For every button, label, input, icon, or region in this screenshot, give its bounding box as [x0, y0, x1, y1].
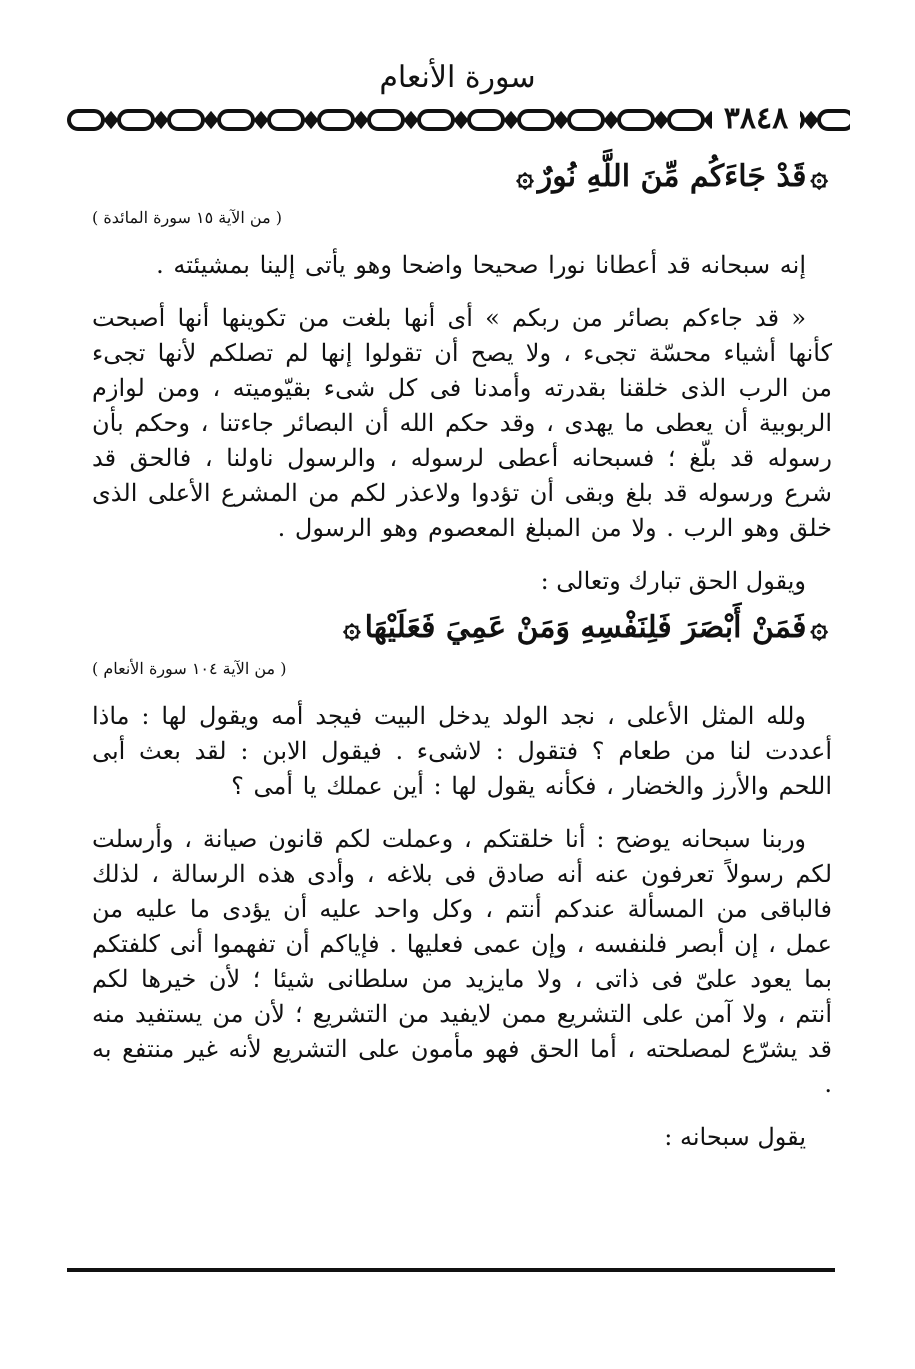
ornate-bracket-close: ۞	[343, 610, 361, 645]
chain-link	[219, 111, 253, 129]
paragraph-4: وربنا سبحانه يوضح : أنا خلقتكم ، وعملت لكم قانون صيانة ، وأرسلت لكم رسولاً تعرفون عنه أنه صادق فى بلاغه ، وأدى هذه الرسالة ، لذلك فالباقى من المسألة عندكم أنتم ، وكل واحد عليه أن يؤدى ما عليه من عمل ، إن أبصر فلنفسه ، وإن عمى فعليها . فإياكم أن تفهموا أنى كلفتكم بما يعود علىّ فى ذاتى ، ولا مايزيد من سلطانى شيئا ؛ لأن خيرها لكم أنتم ، ولا آمن على التشريع ممن لايفيد من التشريع ؛ لأن من يستفيد منه قد يشرّع لمصلحته ، أما الحق فهو مأمون على التشريع لأنه غير منتفع به .	[92, 825, 832, 1098]
page-content	[92, 140, 832, 1161]
paragraph-3: ولله المثل الأعلى ، نجد الولد يدخل البيت فيجد أمه ويقول لها : ماذا أعددت لنا من طعام ؟ فتقول : لاشىء . فيقول الابن : لقد بعث أبى اللحم والأرز والخضار ، فكأنه يقول لها : أين عملك يا أمى ؟	[92, 702, 832, 800]
chain-link	[619, 111, 653, 129]
chain-link	[119, 111, 153, 129]
verse-2-reference: ( من الآية ١٠٤ سورة الأنعام )	[92, 659, 287, 678]
ornate-bracket-open: ۞	[810, 159, 828, 194]
ornate-bracket-open: ۞	[810, 610, 828, 645]
quran-verse-1	[92, 154, 832, 200]
page-number: ٣٨٤٨	[712, 103, 800, 135]
paragraph-2: « قد جاءكم بصائر من ربكم » أى أنها بلغت من تكوينها أنها أصبحت كأنها أشياء محسّة تجىء ، ولا يصح أن تقولوا إنها لم تصلكم لأنها تجىء من الرب الذى خلقنا بقدرته وأمدنا فى كل شىء بقيّوميته ، ومن لوازم الربوبية أن يعطى ما يهدى ، وقد حكم الله أن البصائر جاءتنا ، وحكم بأن رسوله قد بلّغ ؛ فسبحانه أعطى لرسوله ، والرسول ناولنا ، فالحق قد شرع ورسوله قد بلغ وبقى أن تؤدوا ولاعذر لكم من المشرع الأعلى الذى خلق وهو الرب . ولا من المبلغ المعصوم وهو الرسول .	[92, 304, 832, 542]
chain-link	[319, 111, 353, 129]
chain-link	[269, 111, 303, 129]
chain-link	[469, 111, 503, 129]
chain-link	[369, 111, 403, 129]
chain-link	[69, 111, 103, 129]
chain-diamond	[656, 114, 666, 126]
chain-diamond	[606, 114, 616, 126]
chain-diamond	[556, 114, 566, 126]
paragraph-1: إنه سبحانه قد أعطانا نورا صحيحا واضحا وهو يأتى إلينا بمشيئته .	[156, 251, 806, 279]
chain-link	[169, 111, 203, 129]
chain-diamond	[206, 114, 216, 126]
chain-diamond	[806, 114, 816, 126]
chain-link	[419, 111, 453, 129]
intro-2: ويقول الحق تبارك وتعالى :	[540, 567, 806, 595]
chain-diamond	[256, 114, 266, 126]
intro-3: يقول سبحانه :	[664, 1123, 806, 1151]
bottom-rule	[67, 1268, 835, 1272]
chain-diamond	[456, 114, 466, 126]
chain-link	[569, 111, 603, 129]
verse-1-reference: ( من الآية ١٥ سورة المائدة )	[92, 208, 283, 227]
verse-1-text: قَدْ جَاءَكُم مِّنَ اللَّهِ نُورٌ	[537, 159, 807, 194]
verse-2-text: فَمَنْ أَبْصَرَ فَلِنَفْسِهِ وَمَنْ عَمِيَ فَعَلَيْهَا	[364, 610, 807, 645]
chain-diamond	[156, 114, 166, 126]
chain-link	[519, 111, 553, 129]
quran-verse-2	[92, 605, 832, 651]
surah-title: سورة الأنعام	[379, 60, 536, 95]
chain-diamond	[306, 114, 316, 126]
chain-diamond	[506, 114, 516, 126]
ornate-bracket-close: ۞	[516, 159, 534, 194]
chain-link	[819, 111, 850, 129]
chain-diamond	[106, 114, 116, 126]
chain-link	[669, 111, 703, 129]
chain-diamond	[356, 114, 366, 126]
chain-diamond	[406, 114, 416, 126]
